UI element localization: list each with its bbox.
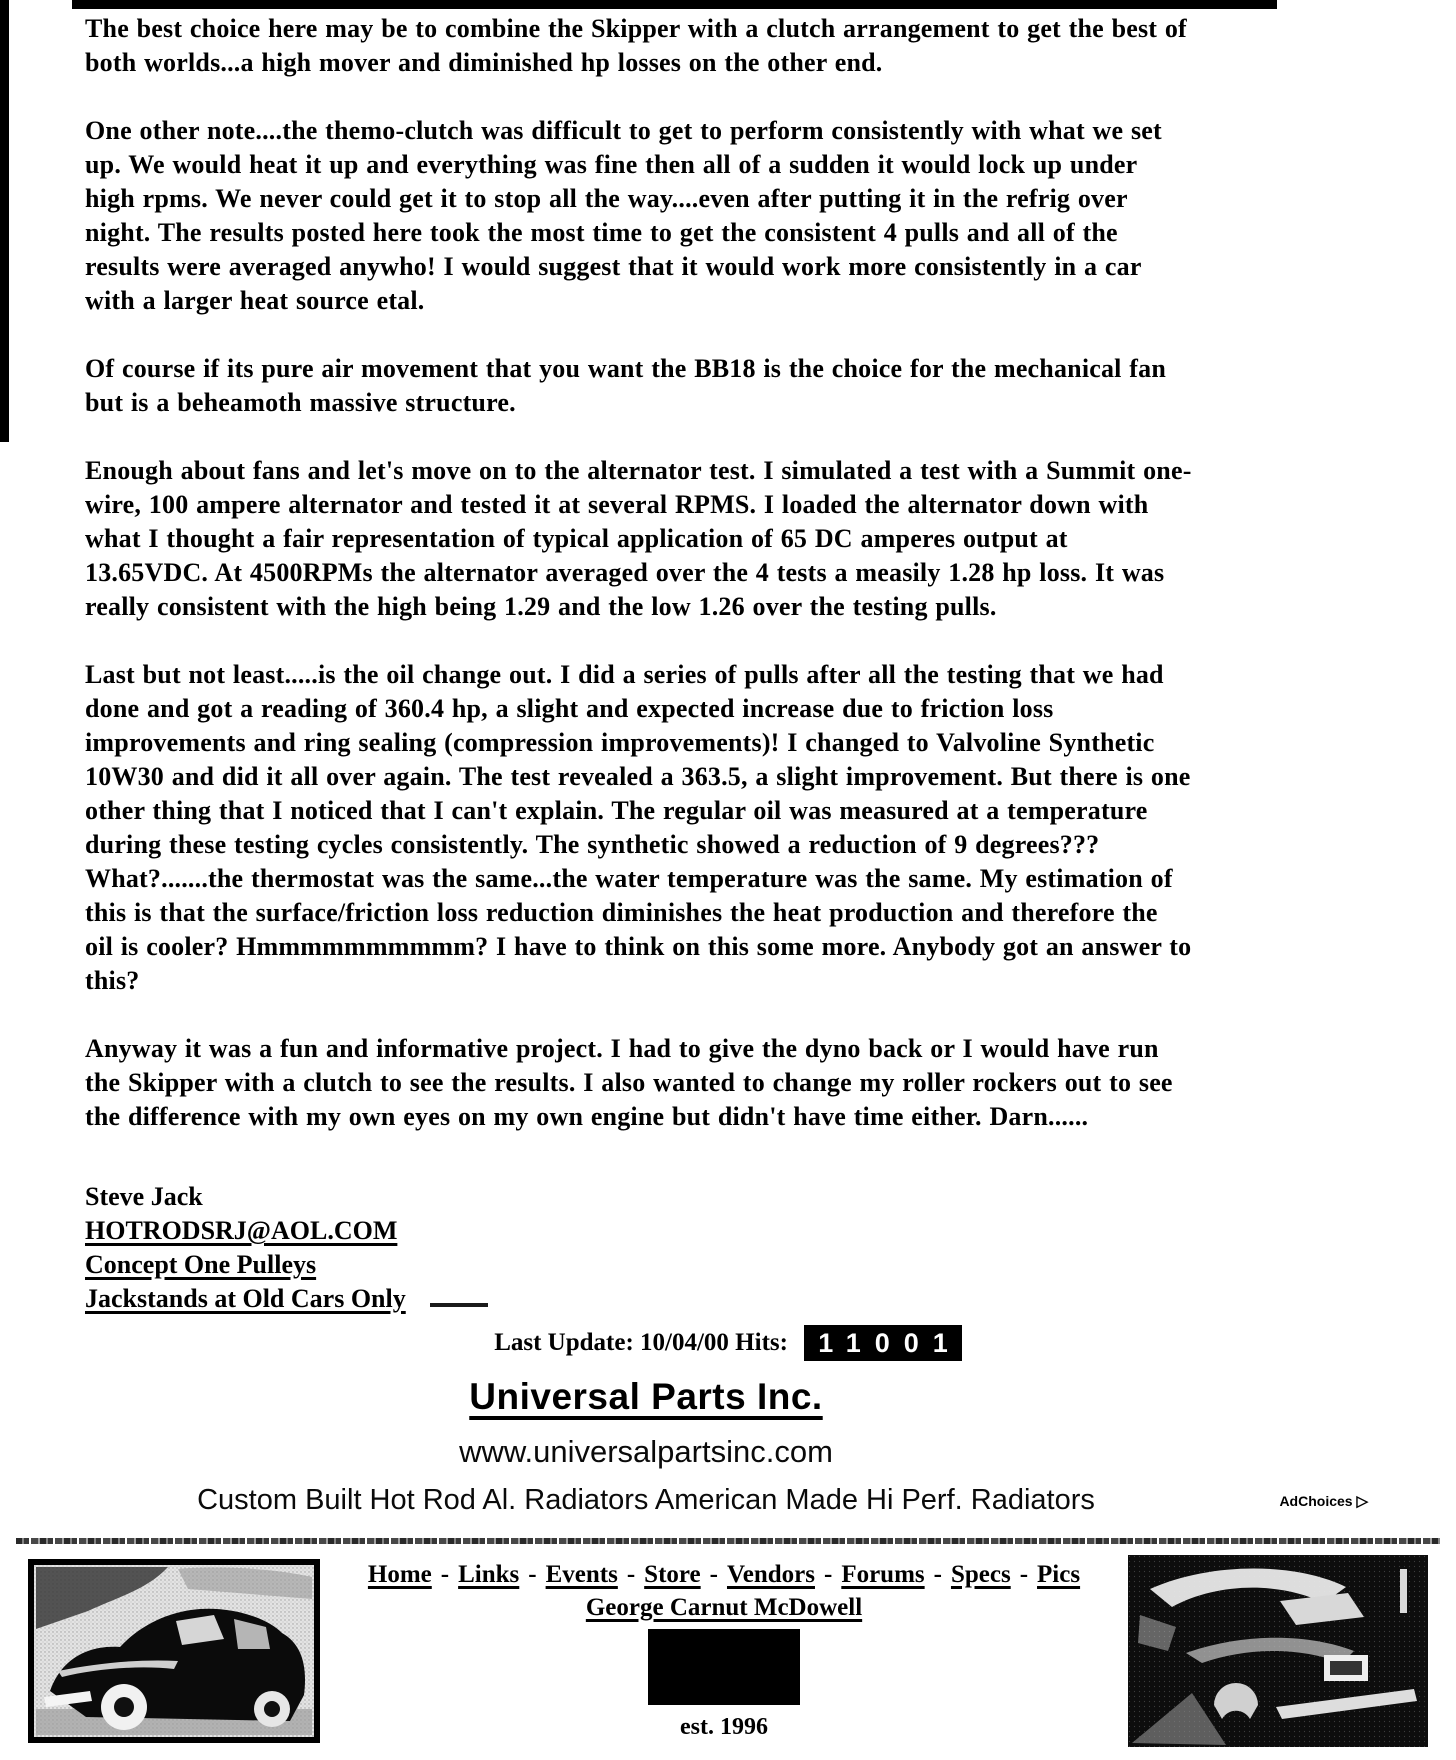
nav-separator: - [709,1561,718,1588]
nav-link-store[interactable]: Store [644,1561,701,1588]
center-dark-image [648,1629,800,1705]
nav-link-forums[interactable]: Forums [841,1561,925,1588]
footer-center [320,1555,1128,1741]
nav-link-pics[interactable]: Pics [1037,1561,1081,1588]
owner-link[interactable]: George Carnut McDowell [585,1594,863,1621]
author-email-link[interactable]: HOTRODSRJ@AOL.COM [85,1216,398,1245]
body-paragraph: Anyway it was a fun and informative project. I had to give the dyno back or I would have run the Skipper with a clutch to see the results. I also wanted to change my roller rockers out to see the difference with my own eyes on my own engine but didn't have time either. Darn...... [85,1034,1173,1131]
scan-artifact-dash [430,1303,488,1307]
hit-counter: 11001 [804,1325,962,1361]
nav-separator: - [1019,1561,1029,1588]
last-update-line [0,1325,1456,1361]
scan-artifact-left-bar [0,0,9,442]
left-car-photo [28,1559,320,1743]
concept-one-pulleys-link[interactable]: Concept One Pulleys [85,1250,317,1279]
scan-artifact-top-bar [72,0,1277,9]
author-name: Steve Jack [85,1182,203,1211]
body-paragraph: Of course if its pure air movement that you want the BB18 is the choice for the mechanical fan but is a beheamoth massive structure. [85,354,1167,417]
body-paragraph: Last but not least.....is the oil change out. I did a series of pulls after all the testing that we had done and got a reading of 360.4 hp, a slight and expected increase due to friction loss improvements and ring sealing (compression improvements)! I changed to Valvoline Synthetic 10W30 and did it all over again. The test revealed a 363.5, a slight improvement. But there is one other thing that I noticed that I can't explain. The regular oil was measured at a temperature during these testing cycles consistently. The synthetic showed a reduction of 9 degrees??? What?.......the thermostat was the same...the water temperature was the same. My estimation of this is that the surface/friction loss reduction diminishes the heat production and therefore the oil is cooler? Hmmmmmmmmmm? I have to think on this some more. Anybody got an answer to this? [85,660,1192,995]
footer-nav [320,1560,1128,1590]
body-paragraph: One other note....the themo-clutch was difficult to get to perform consistently with what we set up. We would heat it up and everything was fine then all of a sudden it would lock up under high rpms. We never could get it to stop all the way....even after putting it in the refrig over night. The results posted here took the most time to get the consistent 4 pulls and all of the results were averaged anywho! I would suggest that it would work more consistently in a car with a larger heat source etal. [85,116,1162,315]
site-tagline: Custom Built Hot Rod Al. Radiators American Made Hi Perf. Radiators [197,1484,1095,1516]
nav-link-home[interactable]: Home [367,1561,432,1588]
adchoices-button[interactable] [1279,1492,1368,1510]
nav-link-events[interactable]: Events [545,1561,618,1588]
nav-link-links[interactable]: Links [458,1561,520,1588]
footer-divider [16,1538,1440,1544]
signature-block [85,1180,1193,1316]
right-car-photo [1128,1555,1428,1747]
jackstands-link[interactable]: Jackstands at Old Cars Only [85,1284,406,1313]
nav-separator: - [933,1561,942,1588]
last-update-label: Last Update: 10/04/00 Hits: [494,1329,788,1356]
nav-separator: - [528,1561,537,1588]
body-paragraph: Enough about fans and let's move on to the alternator test. I simulated a test with a Summit one-wire, 100 ampere alternator and tested it at several RPMS. I loaded the alternator down with what I thought a fair representation of typical application of 65 DC amperes output at 13.65VDC. At 4500RPMs the alternator averaged over the 4 tests a measily 1.28 hp loss. It was really consistent with the high being 1.29 and the low 1.26 over the testing pulls. [85,456,1192,621]
nav-separator: - [626,1561,636,1588]
nav-link-vendors[interactable]: Vendors [726,1561,815,1588]
established-text: est. 1996 [680,1714,768,1740]
body-paragraph: The best choice here may be to combine the Skipper with a clutch arrangement to get the best of both worlds...a high mover and diminished hp losses on the other end. [85,14,1187,77]
tagline-row [0,1484,1456,1517]
nav-separator: - [823,1561,833,1588]
nav-link-specs[interactable]: Specs [950,1561,1011,1588]
brand-block [0,1361,1292,1470]
nav-separator: - [440,1561,450,1588]
site-title-link[interactable]: Universal Parts Inc. [469,1376,823,1417]
adchoices-triangle-icon: ▷ [1356,1493,1368,1510]
adchoices-label: AdChoices [1279,1493,1353,1509]
footer [0,1555,1456,1747]
site-url: www.universalpartsinc.com [459,1434,833,1469]
